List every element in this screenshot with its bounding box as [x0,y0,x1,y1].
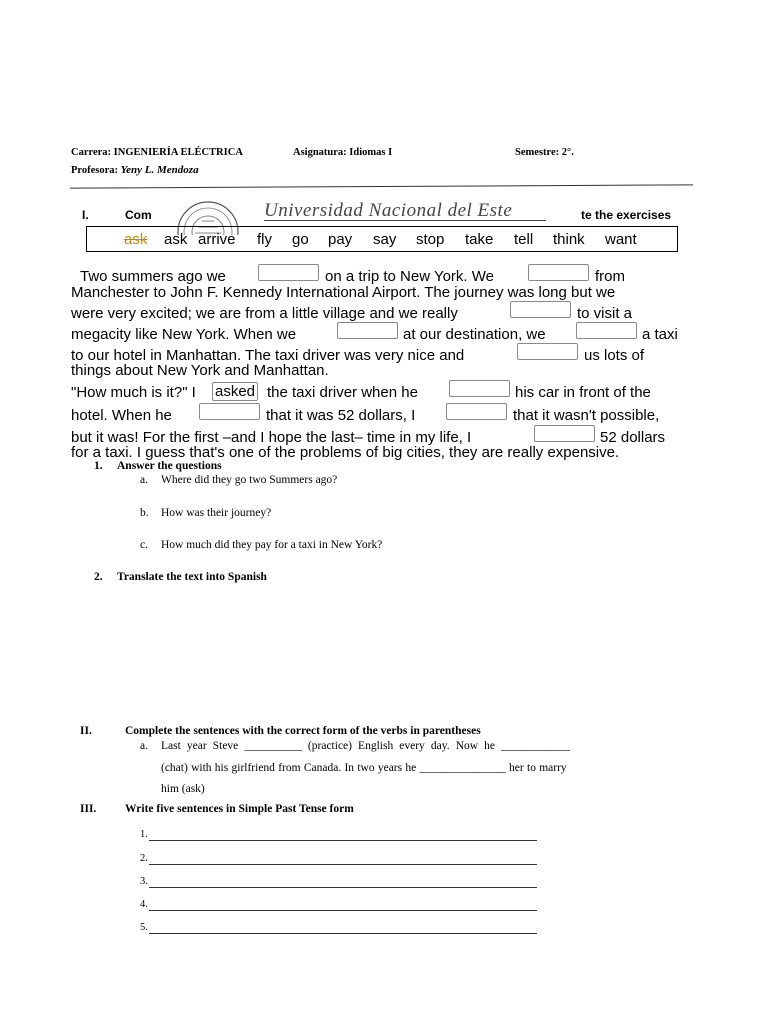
word-bank-item: tell [514,231,534,248]
blank-9[interactable] [446,403,507,420]
section3-numeral: III. [80,803,97,815]
header-asignatura [293,147,392,158]
filled-answer[interactable]: asked [212,382,258,401]
question2-title: Translate the text into Spanish [117,571,267,583]
word-bank-item: take [465,231,494,248]
passage-text: his car in front of the [515,384,651,401]
passage-text: to our hotel in Manhattan. The taxi driver was very nice and [71,347,465,364]
passage-text: things about New York and Manhattan. [71,362,329,379]
semestre-label: Semestre: [515,147,560,158]
header-carrera [71,147,243,158]
word-bank-item: pay [328,231,353,248]
blank-5[interactable] [576,322,637,339]
section1-numeral: I. [82,208,89,222]
answer-line-number: 4. [140,899,148,910]
section2-item-letter: a. [140,740,148,752]
word-bank-item: stop [416,231,445,248]
passage-text: the taxi driver when he [267,384,418,401]
semestre-value: 2°. [561,147,574,158]
logo-underline [264,220,546,221]
word-bank-item: say [373,231,397,248]
answer-line[interactable] [149,887,537,888]
section2-line: (chat) with his girlfriend from Canada. In two years he _______________ her to marry [161,762,567,774]
blank-2[interactable] [528,264,589,281]
question2-number: 2. [94,571,103,583]
header-profesora [71,164,199,176]
passage-text: at our destination, we [403,326,546,343]
word-bank-item: think [553,231,585,248]
question-letter: b. [140,507,149,519]
carrera-value: INGENIERÍA ELÉCTRICA [113,147,243,158]
section2-line: him (ask) [161,783,205,795]
passage-text: a taxi [642,326,678,343]
passage-text: that it wasn't possible, [513,407,660,424]
passage-text: hotel. When he [71,407,172,424]
header-semestre [515,147,574,158]
answer-line[interactable] [149,933,537,934]
word-bank-item: ask [124,231,148,248]
answer-line[interactable] [149,840,537,841]
passage-text: megacity like New York. When we [71,326,297,343]
question-text: How was their journey? [161,507,272,519]
blank-6[interactable] [517,343,578,360]
question-text: Where did they go two Summers ago? [161,474,338,486]
section2-title: Complete the sentences with the correct form of the verbs in parentheses [125,725,481,737]
question1-title: Answer the questions [117,460,222,472]
university-logo-text: Universidad Nacional del Este [264,200,513,221]
passage-text: us lots of [584,347,645,364]
word-bank-item: fly [257,231,272,248]
asignatura-value: Idiomas I [349,147,393,158]
carrera-label: Carrera: [71,147,112,158]
passage-text: on a trip to New York. We [325,268,494,285]
header-divider [70,184,693,188]
answer-line-number: 5. [140,922,148,933]
section2-line: Last year Steve __________ (practice) English every day. Now he ____________ [161,740,571,752]
passage-text: Two summers ago we [80,268,226,285]
passage-text: "How much is it?" I [71,384,196,401]
answer-line-number: 3. [140,876,148,887]
blank-10[interactable] [534,425,595,442]
passage-text: to visit a [577,305,633,322]
question-letter: a. [140,474,148,486]
passage-text: for a taxi. I guess that's one of the problems of big cities, they are really expensive. [71,444,620,461]
profesora-value: Yeny L. Mendoza [120,164,199,176]
word-bank-item: ask [164,231,188,248]
passage-text: 52 dollars [600,429,666,446]
passage-text: but it was! For the first –and I hope the last– time in my life, I [71,429,472,446]
passage-text: from [595,268,625,285]
section1-title-end: te the exercises [581,208,672,222]
question1-number: 1. [94,460,103,472]
section1-title-start: Com [125,208,152,222]
question-letter: c. [140,539,148,551]
blank-4[interactable] [337,322,398,339]
word-bank-item: go [292,231,309,248]
answer-line-number: 1. [140,829,148,840]
blank-8[interactable] [199,403,260,420]
section2-numeral: II. [80,725,92,737]
answer-line[interactable] [149,910,537,911]
answer-line-number: 2. [140,853,148,864]
passage-text: Manchester to John F. Kennedy International Airport. The journey was long but we [71,284,616,301]
asignatura-label: Asignatura: [293,147,347,158]
answer-line[interactable] [149,864,537,865]
word-bank [86,226,678,252]
blank-7[interactable] [449,380,510,397]
blank-3[interactable] [510,301,571,318]
word-bank-item: arrive [198,231,236,248]
passage-text: that it was 52 dollars, I [266,407,416,424]
section3-title: Write five sentences in Simple Past Tense form [125,803,354,815]
question-text: How much did they pay for a taxi in New York? [161,539,383,551]
word-bank-item: want [605,231,637,248]
blank-1[interactable] [258,264,319,281]
passage-text: were very excited; we are from a little village and we really [71,305,458,322]
profesora-label: Profesora: [71,165,119,176]
